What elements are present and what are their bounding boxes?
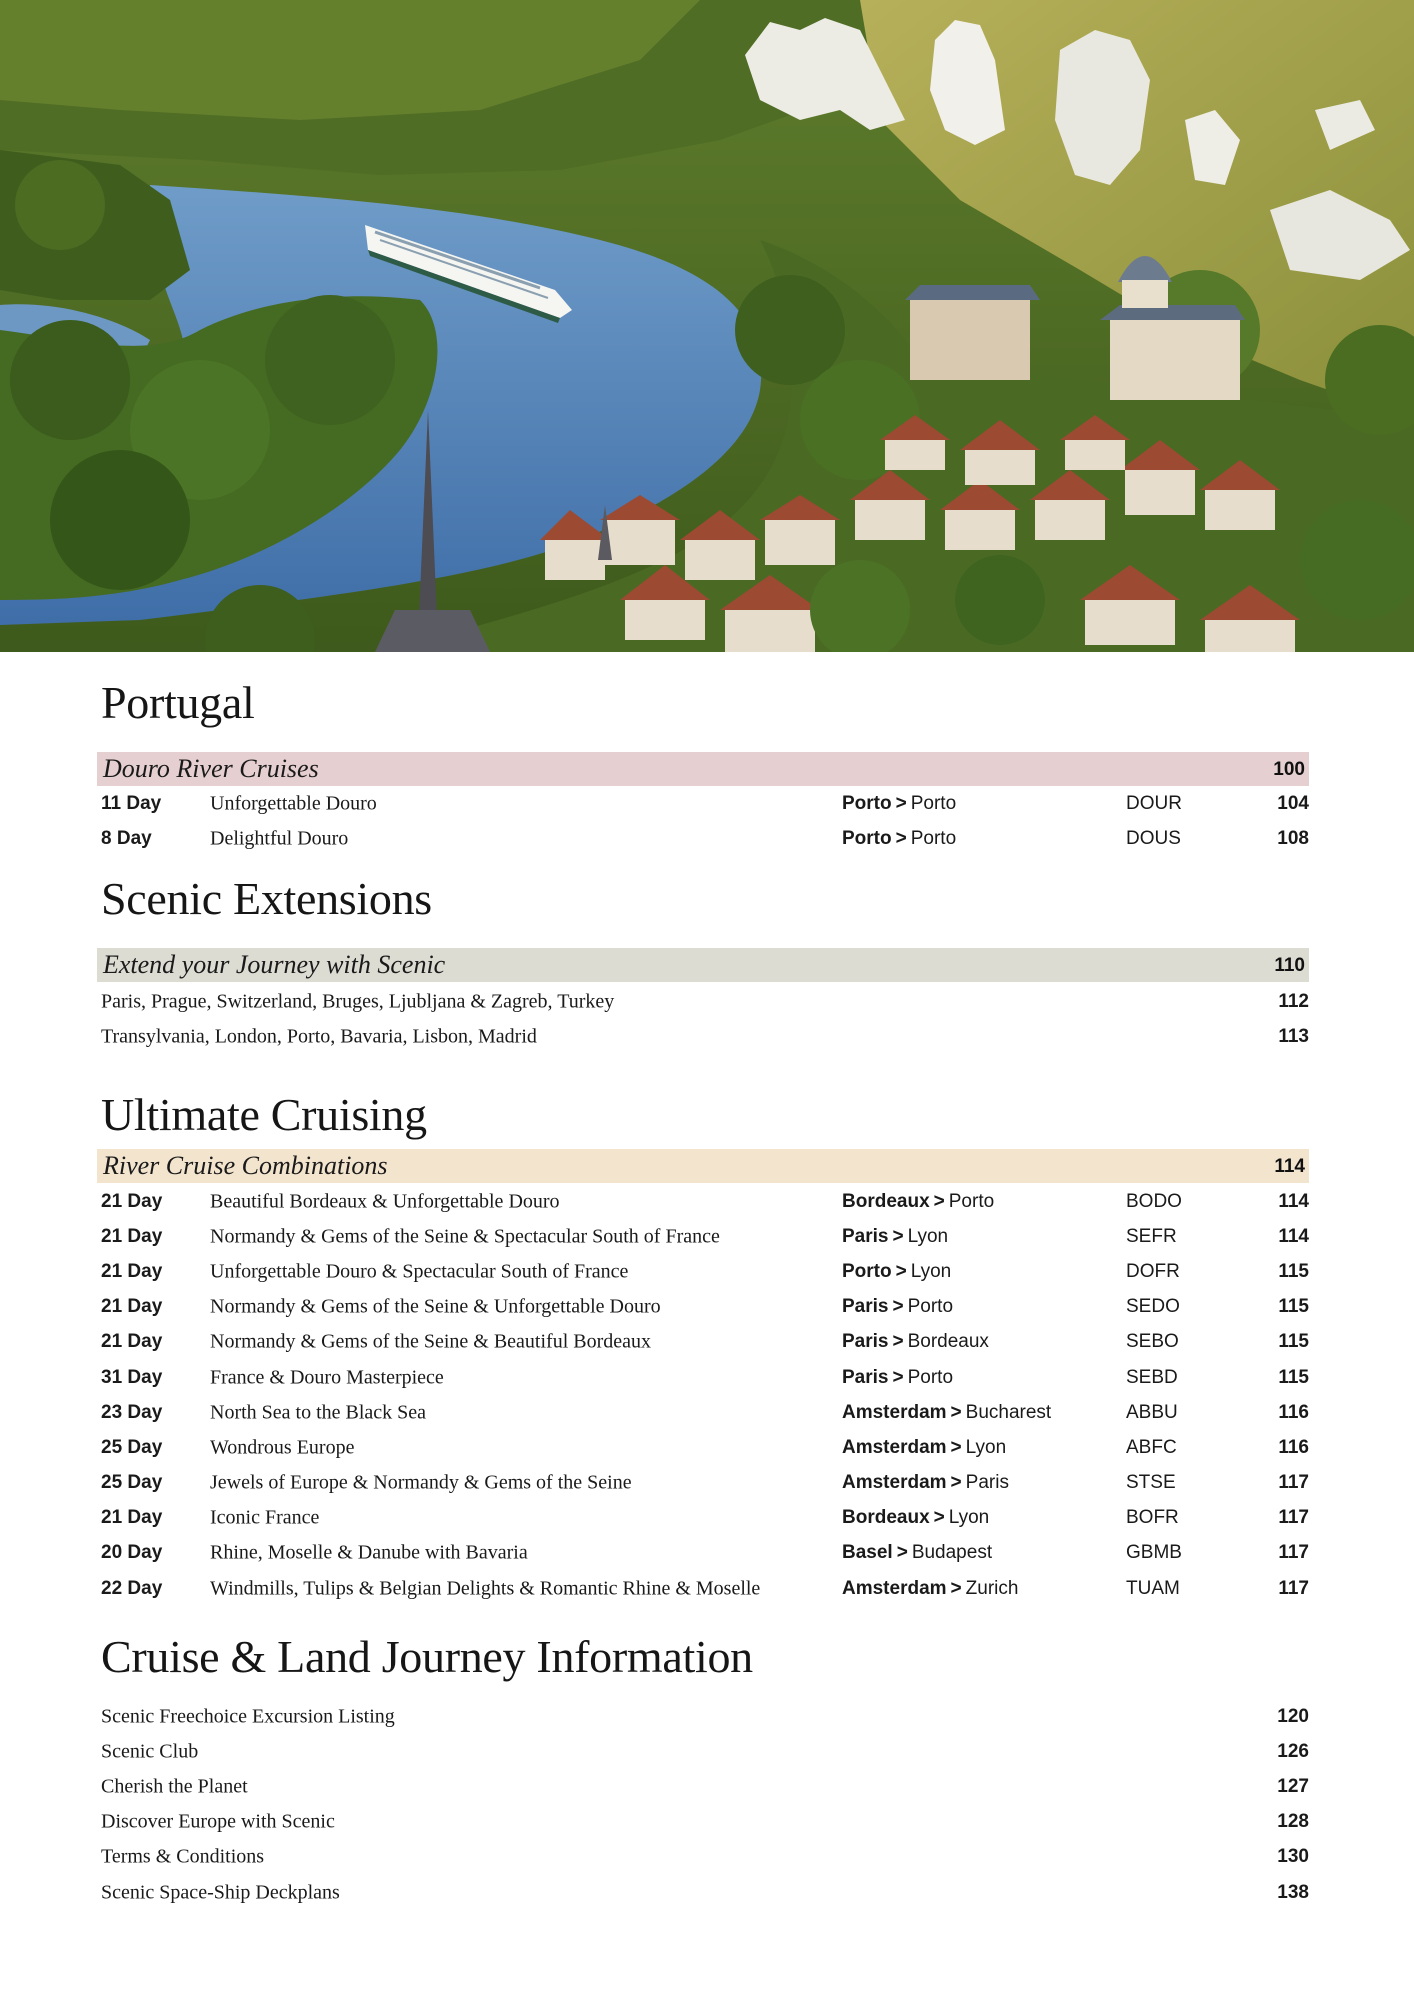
info-list: [101, 1699, 1309, 1910]
page-number: 113: [1278, 1025, 1309, 1047]
page-number: 130: [1277, 1846, 1309, 1868]
category-band-extensions: [97, 948, 1309, 982]
cruise-name: Unforgettable Douro & Spectacular South of France: [210, 1260, 629, 1283]
cruise-code: GBMB: [1126, 1542, 1182, 1564]
route-from: Bordeaux: [842, 1190, 930, 1212]
route-from: Paris: [842, 1331, 889, 1353]
duration: 23 Day: [101, 1401, 163, 1423]
route: [842, 1226, 948, 1248]
route-from: Porto: [842, 1260, 892, 1282]
duration: 8 Day: [101, 827, 152, 849]
table-row: [101, 821, 1309, 856]
route-to: Porto: [910, 827, 957, 849]
band-title: Douro River Cruises: [103, 754, 319, 783]
cruise-name: Wondrous Europe: [210, 1436, 355, 1459]
chevron-right-icon: >: [892, 1225, 904, 1247]
route-to: Lyon: [948, 1507, 990, 1529]
cruise-name: Normandy & Gems of the Seine & Spectacular South of France: [210, 1225, 720, 1248]
cruise-name: Delightful Douro: [210, 827, 349, 850]
cruise-code: BOFR: [1126, 1507, 1179, 1529]
table-row: [101, 1254, 1309, 1289]
route: [842, 1437, 1006, 1459]
page-number: 115: [1278, 1331, 1309, 1353]
chevron-right-icon: >: [950, 1401, 962, 1423]
route-from: Amsterdam: [842, 1436, 947, 1458]
duration: 11 Day: [101, 792, 162, 814]
route-to: Budapest: [911, 1542, 993, 1564]
route-to: Porto: [948, 1190, 995, 1212]
cruise-code: DOUR: [1126, 792, 1182, 814]
band-title: River Cruise Combinations: [103, 1151, 388, 1180]
page-number: 116: [1278, 1401, 1309, 1423]
chevron-right-icon: >: [892, 1331, 904, 1353]
category-band-combinations: [97, 1149, 1309, 1183]
route: [842, 1472, 1009, 1494]
cruise-name: France & Douro Masterpiece: [210, 1366, 444, 1389]
page-number: 127: [1277, 1775, 1309, 1797]
cruise-code: SEFR: [1126, 1225, 1177, 1247]
page-number: 112: [1278, 990, 1309, 1012]
route-to: Lyon: [910, 1260, 952, 1282]
entry-text: Scenic Freechoice Excursion Listing: [101, 1705, 395, 1728]
entry-text: Paris, Prague, Switzerland, Bruges, Ljubljana & Zagreb, Turkey: [101, 990, 615, 1013]
list-item: [101, 984, 1309, 1019]
route-from: Amsterdam: [842, 1401, 947, 1423]
cruise-name: Normandy & Gems of the Seine & Beautiful Bordeaux: [210, 1330, 652, 1353]
table-row: [101, 1430, 1309, 1465]
list-item: [101, 1734, 1309, 1769]
page-number: 117: [1278, 1542, 1309, 1564]
duration: 31 Day: [101, 1366, 163, 1388]
page-number: 126: [1277, 1740, 1309, 1762]
page-number: 117: [1278, 1577, 1309, 1599]
page-number: 117: [1278, 1472, 1309, 1494]
page-number: 108: [1277, 827, 1309, 849]
cruise-name: Rhine, Moselle & Danube with Bavaria: [210, 1541, 528, 1564]
route: [842, 1402, 1051, 1424]
chevron-right-icon: >: [950, 1577, 962, 1599]
route-from: Paris: [842, 1366, 889, 1388]
duration: 25 Day: [101, 1436, 163, 1458]
entry-text: Terms & Conditions: [101, 1845, 265, 1868]
route-to: Bucharest: [965, 1401, 1052, 1423]
cruise-code: BODO: [1126, 1190, 1182, 1212]
cruise-code: DOUS: [1126, 827, 1181, 849]
route: [842, 1542, 992, 1564]
route-from: Basel: [842, 1542, 893, 1564]
page-number: 114: [1278, 1225, 1309, 1247]
douro-list: [101, 786, 1309, 856]
route-from: Paris: [842, 1225, 889, 1247]
page-number: 104: [1277, 792, 1309, 814]
page-number: 117: [1278, 1507, 1309, 1529]
cruise-code: ABFC: [1126, 1436, 1177, 1458]
table-row: [101, 1395, 1309, 1430]
cruise-name: Unforgettable Douro: [210, 792, 377, 815]
page-number: 114: [1278, 1190, 1309, 1212]
table-row: [101, 1290, 1309, 1325]
section-title-info: Cruise & Land Journey Information: [101, 1631, 753, 1682]
entry-text: Scenic Space-Ship Deckplans: [101, 1881, 340, 1904]
route: [842, 793, 956, 815]
route-from: Porto: [842, 792, 892, 814]
list-item: [101, 1805, 1309, 1840]
extensions-list: [101, 984, 1309, 1054]
entry-text: Discover Europe with Scenic: [101, 1810, 335, 1833]
duration: 21 Day: [101, 1507, 163, 1529]
cruise-code: STSE: [1126, 1472, 1176, 1494]
table-row: [101, 1466, 1309, 1501]
cruise-code: DOFR: [1126, 1260, 1180, 1282]
route-to: Lyon: [965, 1436, 1007, 1458]
cruise-code: SEDO: [1126, 1296, 1180, 1318]
list-item: [101, 1840, 1309, 1875]
cruise-code: SEBO: [1126, 1331, 1179, 1353]
route-to: Bordeaux: [907, 1331, 989, 1353]
chevron-right-icon: >: [950, 1472, 962, 1494]
band-title: Extend your Journey with Scenic: [103, 950, 446, 979]
duration: 21 Day: [101, 1260, 163, 1282]
route: [842, 1331, 989, 1353]
route: [842, 828, 956, 850]
page-number: 128: [1277, 1811, 1309, 1833]
duration: 21 Day: [101, 1296, 163, 1318]
hero-image: [0, 0, 1414, 652]
route-to: Zurich: [965, 1577, 1019, 1599]
section-title-ultimate: Ultimate Cruising: [101, 1089, 427, 1140]
combinations-list: [101, 1184, 1309, 1606]
route-from: Amsterdam: [842, 1577, 947, 1599]
chevron-right-icon: >: [933, 1190, 945, 1212]
cruise-name: Windmills, Tulips & Belgian Delights & Romantic Rhine & Moselle: [210, 1577, 761, 1600]
page-number: 115: [1278, 1366, 1309, 1388]
cruise-name: Jewels of Europe & Normandy & Gems of the Seine: [210, 1471, 632, 1494]
duration: 25 Day: [101, 1472, 163, 1494]
route-from: Amsterdam: [842, 1472, 947, 1494]
category-band-douro: [97, 752, 1309, 786]
route: [842, 1296, 953, 1318]
route-to: Paris: [965, 1472, 1009, 1494]
table-row: [101, 1360, 1309, 1395]
table-row: [101, 1325, 1309, 1360]
page-number: 115: [1278, 1296, 1309, 1318]
band-page-number: 100: [1273, 759, 1305, 780]
table-row: [101, 786, 1309, 821]
page-number: 115: [1278, 1260, 1309, 1282]
route-from: Bordeaux: [842, 1507, 930, 1529]
chevron-right-icon: >: [896, 1542, 908, 1564]
duration: 22 Day: [101, 1577, 163, 1599]
cruise-name: Beautiful Bordeaux & Unforgettable Douro: [210, 1190, 560, 1213]
route-to: Porto: [907, 1296, 954, 1318]
table-row: [101, 1536, 1309, 1571]
cruise-name: Normandy & Gems of the Seine & Unforgettable Douro: [210, 1295, 661, 1318]
duration: 20 Day: [101, 1542, 163, 1564]
table-row: [101, 1219, 1309, 1254]
list-item: [101, 1019, 1309, 1054]
chevron-right-icon: >: [895, 792, 907, 814]
chevron-right-icon: >: [895, 827, 907, 849]
band-page-number: 114: [1274, 1156, 1305, 1177]
list-item: [101, 1699, 1309, 1734]
page-number: 120: [1277, 1705, 1309, 1727]
route-to: Porto: [907, 1366, 954, 1388]
chevron-right-icon: >: [950, 1436, 962, 1458]
section-title-extensions: Scenic Extensions: [101, 873, 432, 924]
route-to: Lyon: [907, 1225, 949, 1247]
river-landscape-photo: [0, 0, 1414, 652]
band-page-number: 110: [1274, 955, 1305, 976]
entry-text: Scenic Club: [101, 1740, 199, 1763]
route: [842, 1507, 989, 1529]
entry-text: Cherish the Planet: [101, 1775, 248, 1798]
duration: 21 Day: [101, 1331, 163, 1353]
route: [842, 1367, 953, 1389]
route: [842, 1578, 1018, 1600]
cruise-code: ABBU: [1126, 1401, 1178, 1423]
cruise-name: North Sea to the Black Sea: [210, 1401, 427, 1424]
cruise-name: Iconic France: [210, 1506, 320, 1529]
route: [842, 1191, 994, 1213]
list-item: [101, 1875, 1309, 1910]
list-item: [101, 1769, 1309, 1804]
chevron-right-icon: >: [933, 1507, 945, 1529]
route: [842, 1261, 951, 1283]
duration: 21 Day: [101, 1190, 163, 1212]
route-to: Porto: [910, 792, 957, 814]
chevron-right-icon: >: [895, 1260, 907, 1282]
table-row: [101, 1501, 1309, 1536]
section-title-portugal: Portugal: [101, 677, 255, 728]
table-row: [101, 1184, 1309, 1219]
table-row: [101, 1571, 1309, 1606]
duration: 21 Day: [101, 1225, 163, 1247]
chevron-right-icon: >: [892, 1296, 904, 1318]
cruise-code: SEBD: [1126, 1366, 1178, 1388]
entry-text: Transylvania, London, Porto, Bavaria, Lisbon, Madrid: [101, 1025, 537, 1048]
route-from: Porto: [842, 827, 892, 849]
cruise-code: TUAM: [1126, 1577, 1180, 1599]
page-number: 116: [1278, 1436, 1309, 1458]
page-number: 138: [1277, 1881, 1309, 1903]
route-from: Paris: [842, 1296, 889, 1318]
chevron-right-icon: >: [892, 1366, 904, 1388]
